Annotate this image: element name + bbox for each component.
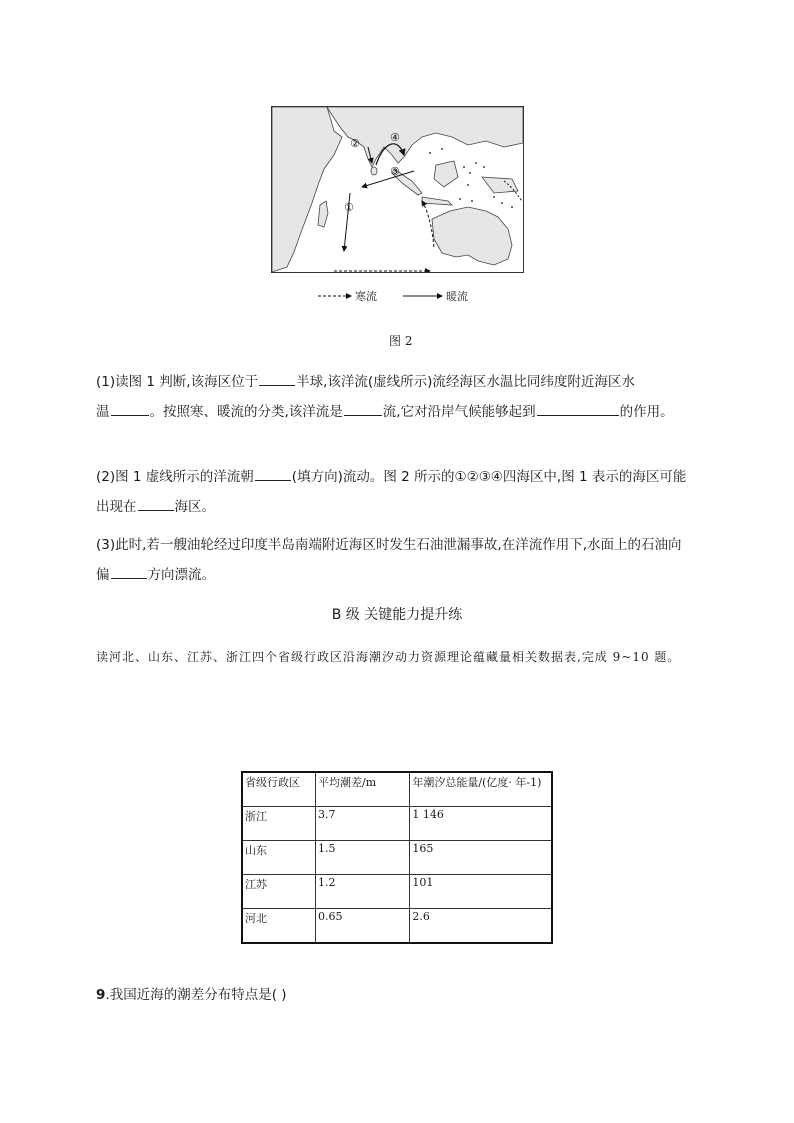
table-cell: 3.7 <box>315 807 409 841</box>
intro-text: 读河北、山东、江苏、浙江四个省级行政区沿海潮汐动力资源理论蕴藏量相关数据表,完成 9~10 题。 <box>96 650 681 664</box>
q1-blank-1[interactable] <box>259 371 295 386</box>
q3-text-c: 方向漂流。 <box>147 567 215 583</box>
question-1 <box>96 367 716 427</box>
map-drawing <box>272 107 523 272</box>
section-heading: B 级 关键能力提升练 <box>331 607 463 623</box>
table-row <box>242 875 552 909</box>
q1-blank-4[interactable] <box>537 401 619 416</box>
q3-blank-1[interactable] <box>111 564 147 579</box>
question-9 <box>96 983 287 1003</box>
table-cell: 1 146 <box>410 807 552 841</box>
madagascar <box>318 201 328 227</box>
tidal-energy-table <box>241 771 553 944</box>
q9-text: .我国近海的潮差分布特点是( ) <box>105 987 287 1003</box>
table-header: 省级行政区 <box>242 772 315 807</box>
table-cell: 山东 <box>242 841 315 875</box>
table-cell: 101 <box>410 875 552 909</box>
new-guinea <box>482 177 518 193</box>
table-cell: 江苏 <box>242 875 315 909</box>
table-cell: 1.2 <box>315 875 409 909</box>
q2-blank-2[interactable] <box>138 496 174 511</box>
table-header: 平均潮差/m <box>315 772 409 807</box>
table-cell: 河北 <box>242 909 315 944</box>
q1-text-b: 半球,该洋流(虚线所示)流经海区水温比同纬度附近海区水 <box>296 374 635 390</box>
q2-blank-1[interactable] <box>255 466 291 481</box>
table-row <box>242 909 552 944</box>
borneo <box>434 161 458 187</box>
figure-caption: 图 2 <box>389 334 413 348</box>
map-label-2: ② <box>350 137 360 150</box>
map-label-4: ④ <box>390 131 400 144</box>
q2-text-a: (2)图 1 虚线所示的洋流朝 <box>96 469 254 485</box>
indian-ocean-map <box>271 106 524 273</box>
legend-warm-label: 暖流 <box>446 290 468 303</box>
table-row <box>242 807 552 841</box>
solid-arrow-icon <box>403 292 443 300</box>
q2-text-d: 海区。 <box>174 499 215 515</box>
q1-text-d: 。按照寒、暖流的分类,该洋流是 <box>149 404 343 420</box>
q1-text-c: 温 <box>96 404 110 420</box>
dashed-arrow-icon <box>318 292 352 300</box>
table-row <box>242 841 552 875</box>
table-header: 年潮汐总能量/(亿度· 年-1) <box>410 772 552 807</box>
africa-landmass <box>272 107 342 272</box>
q2-text-c: 出现在 <box>96 499 137 515</box>
legend-cold <box>318 288 377 304</box>
question-3 <box>96 530 716 590</box>
q2-text-b: (填方向)流动。图 2 所示的①②③④四海区中,图 1 表示的海区可能 <box>291 469 687 485</box>
q1-text-a: (1)读图 1 判断,该海区位于 <box>96 374 259 390</box>
q3-text-b: 偏 <box>96 567 110 583</box>
table-header-row <box>242 772 552 807</box>
table-cell: 0.65 <box>315 909 409 944</box>
q1-text-e: 流,它对沿岸气候能够起到 <box>382 404 536 420</box>
map-label-1: ① <box>344 201 354 214</box>
q3-text-a: (3)此时,若一艘油轮经过印度半岛南端附近海区时发生石油泄漏事故,在洋流作用下,水面上的石油向 <box>96 537 682 553</box>
legend-cold-label: 寒流 <box>355 290 377 303</box>
legend-warm <box>403 288 468 304</box>
q1-blank-2[interactable] <box>111 401 149 416</box>
table-cell: 165 <box>410 841 552 875</box>
q1-blank-3[interactable] <box>344 401 382 416</box>
table-cell: 浙江 <box>242 807 315 841</box>
q9-number: 9 <box>96 987 106 1003</box>
map-label-3: ③ <box>390 165 400 178</box>
table-cell: 1.5 <box>315 841 409 875</box>
australia-landmass <box>432 207 512 265</box>
table-cell: 2.6 <box>410 909 552 944</box>
map-legend <box>318 288 468 304</box>
java <box>422 197 452 205</box>
q1-text-f: 的作用。 <box>619 404 674 420</box>
question-2 <box>96 462 716 522</box>
